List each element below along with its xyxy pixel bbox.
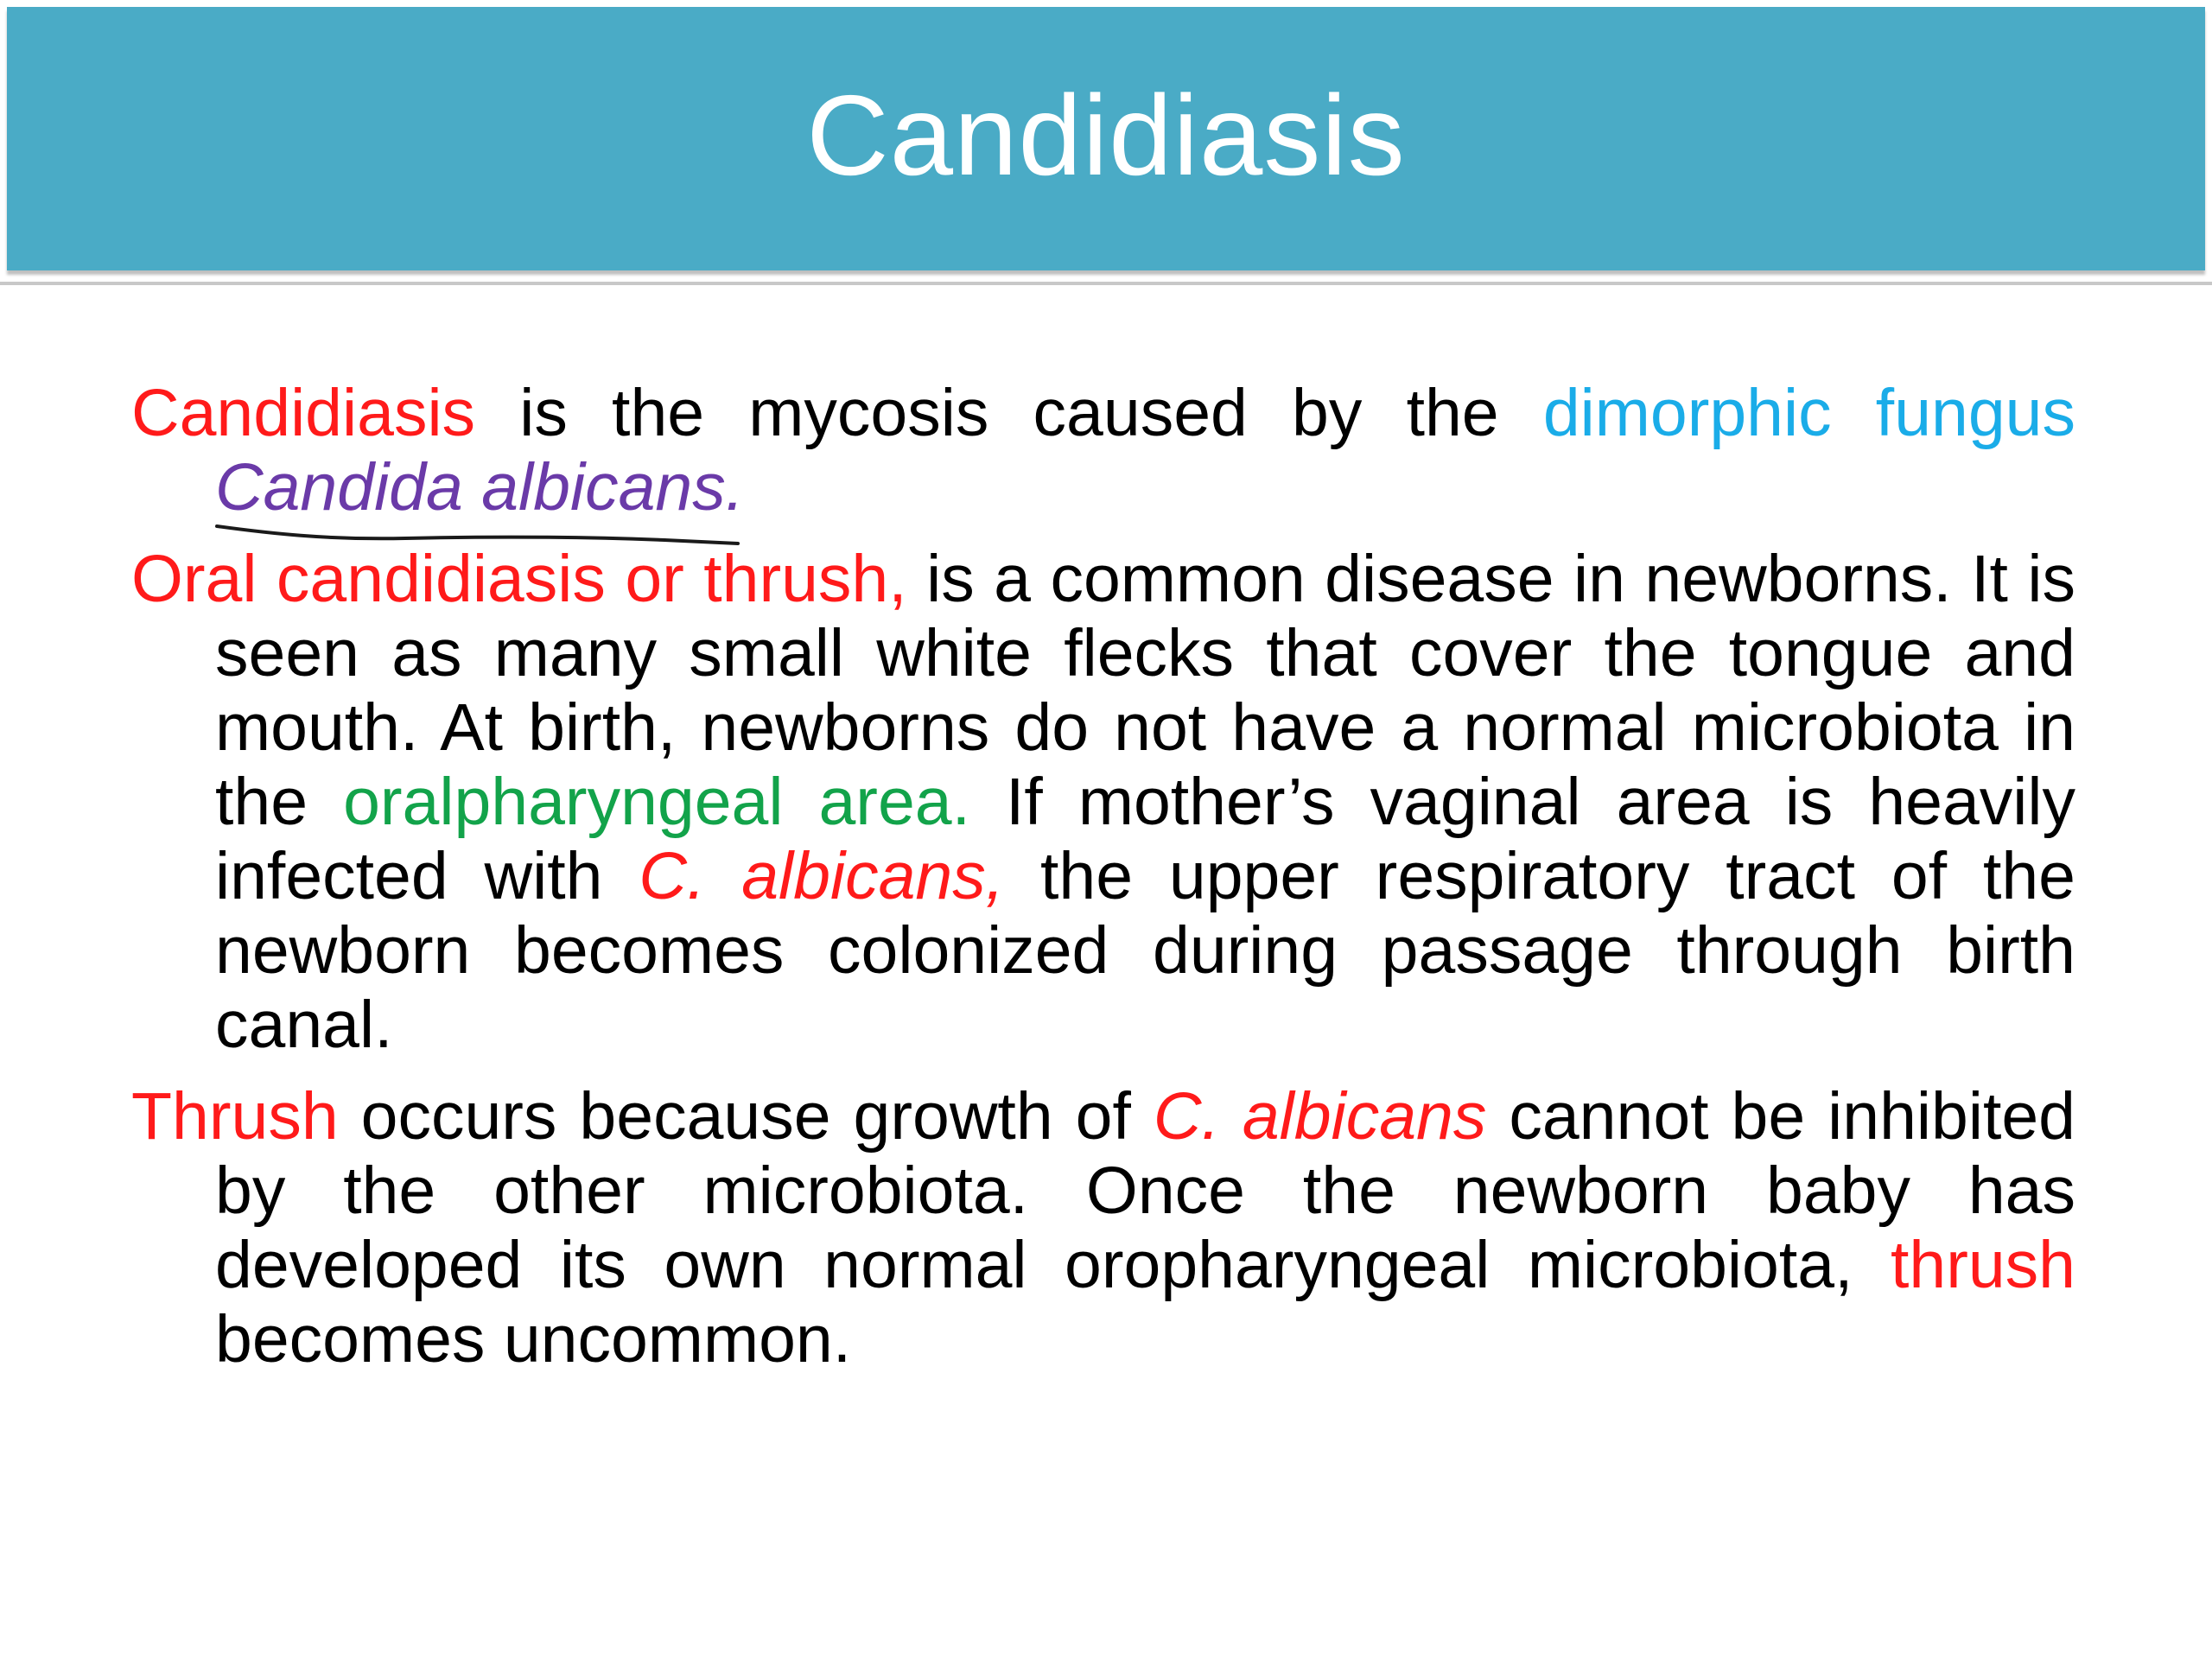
text-segment: If mother’s vaginal area is heavily infected with	[215, 765, 2076, 913]
text-segment: is the mycosis caused by the	[475, 376, 1543, 450]
handwritten-underline	[215, 514, 742, 549]
paragraph-thrush	[131, 1079, 2075, 1376]
term-candidiasis: Candidiasis	[131, 376, 476, 450]
slide-body	[131, 376, 2075, 1394]
text-segment: occurs because growth of	[338, 1079, 1154, 1154]
paragraph-definition	[131, 376, 2075, 524]
text-segment: cannot be inhibited by the other microbiota. Once the newborn baby has developed its own normal oropharyngeal microbiota,	[215, 1079, 2075, 1302]
term-oral-candidiasis: Oral candidiasis or thrush,	[131, 542, 907, 616]
slide-title: Candidiasis	[806, 72, 1406, 199]
term-thrush: thrush	[1890, 1228, 2075, 1302]
term-oralpharyngeal-area: oralpharyngeal area.	[343, 765, 970, 839]
term-thrush: Thrush	[131, 1079, 339, 1154]
species-name-wrapper	[215, 450, 744, 524]
text-segment: the upper respiratory tract of the newborn becomes colonized during passage through birth canal.	[215, 839, 2075, 1062]
text-segment: is a common disease in newborns. It is seen as many small white flecks that cover the tongue and mouth. At birth, newborns do not have a normal microbiota in the	[215, 542, 2075, 839]
species-candida-albicans: Candida albicans.	[215, 450, 745, 524]
term-c-albicans: C. albicans	[1153, 1079, 1487, 1154]
title-divider	[0, 282, 2212, 285]
term-c-albicans: C. albicans,	[639, 839, 1005, 913]
title-bar	[7, 7, 2205, 270]
text-segment: becomes uncommon.	[215, 1302, 852, 1376]
paragraph-oral-candidiasis	[131, 542, 2075, 1062]
term-dimorphic-fungus: dimorphic fungus	[1542, 376, 2075, 450]
